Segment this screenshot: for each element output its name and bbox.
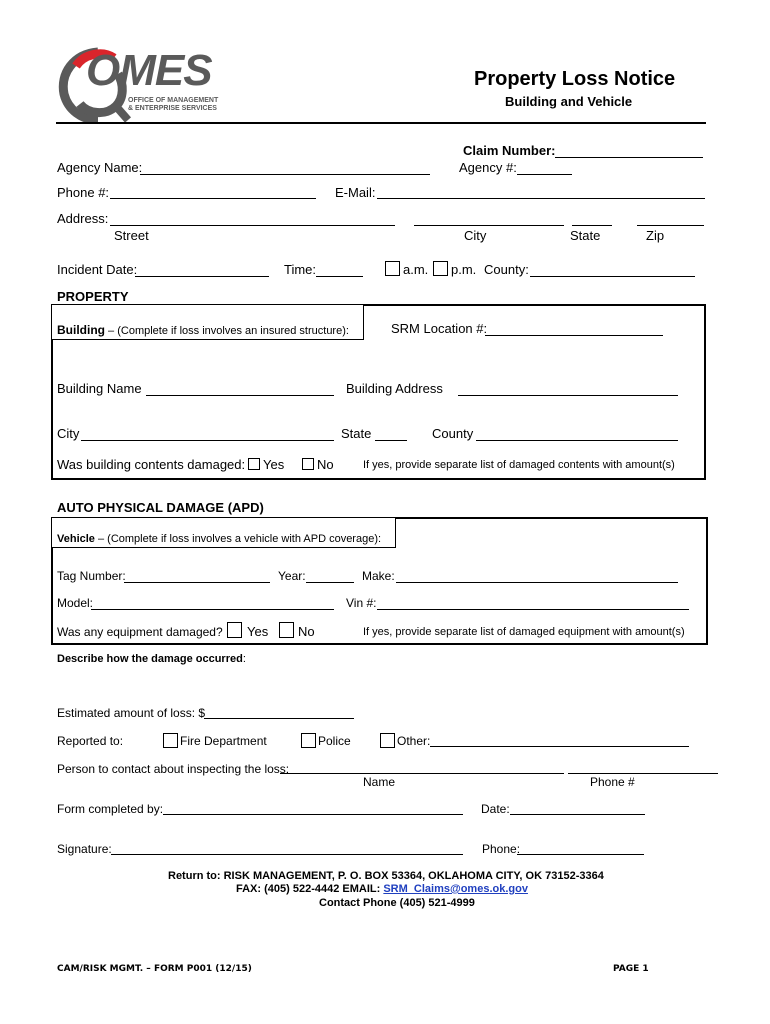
form-id: CAM/RISK MGMT. – FORM P001 (12/15) bbox=[57, 964, 252, 974]
vehicle-label bbox=[57, 529, 381, 547]
building-state-label: State bbox=[341, 426, 372, 441]
contact-name-caption: Name bbox=[363, 775, 396, 789]
contents-list-note: If yes, provide separate list of damaged contents with amount(s) bbox=[363, 459, 675, 471]
vin-input[interactable] bbox=[377, 609, 689, 610]
signature-label: Signature: bbox=[57, 842, 112, 856]
fax-text: FAX: (405) 522-4442 EMAIL: bbox=[236, 883, 384, 895]
street-caption: Street bbox=[114, 228, 149, 243]
equipment-no-checkbox[interactable] bbox=[279, 622, 294, 638]
building-county-input[interactable] bbox=[476, 440, 678, 441]
county-input[interactable] bbox=[530, 276, 695, 277]
date-input[interactable] bbox=[510, 814, 645, 815]
other-label: Other: bbox=[397, 734, 431, 748]
equipment-yes-label: Yes bbox=[247, 624, 269, 639]
fax-email-line bbox=[236, 883, 528, 895]
email-link[interactable]: SRM_Claims@omes.ok.gov bbox=[383, 883, 528, 895]
contents-damaged-question: Was building contents damaged: bbox=[57, 457, 246, 472]
estimated-loss-input[interactable] bbox=[204, 718, 354, 719]
county-label: County: bbox=[484, 262, 529, 277]
building-label-note: – (Complete if loss involves an insured structure): bbox=[105, 325, 349, 337]
email-input[interactable] bbox=[377, 198, 705, 199]
make-input[interactable] bbox=[396, 582, 678, 583]
phone-label: Phone #: bbox=[57, 185, 110, 200]
state-caption: State bbox=[570, 228, 601, 243]
reported-to-label: Reported to: bbox=[57, 734, 124, 748]
logo-text: OMES bbox=[86, 46, 212, 95]
year-label: Year: bbox=[278, 569, 306, 583]
vehicle-label-note: – (Complete if loss involves a vehicle with APD coverage): bbox=[94, 533, 382, 545]
address-label: Address: bbox=[57, 211, 109, 226]
building-state-input[interactable] bbox=[375, 440, 407, 441]
pm-label: p.m. bbox=[451, 262, 477, 277]
date-label: Date: bbox=[481, 802, 510, 816]
tag-input[interactable] bbox=[124, 582, 270, 583]
claim-number-label: Claim Number: bbox=[463, 143, 556, 158]
incident-date-label: Incident Date: bbox=[57, 262, 138, 277]
contact-phone: Contact Phone (405) 521-4999 bbox=[319, 897, 475, 909]
apd-heading: AUTO PHYSICAL DAMAGE (APD) bbox=[57, 500, 264, 515]
fire-department-checkbox[interactable] bbox=[163, 733, 178, 748]
logo-subline-1: OFFICE OF MANAGEMENT bbox=[128, 97, 219, 104]
other-checkbox[interactable] bbox=[380, 733, 395, 748]
model-label: Model: bbox=[57, 596, 94, 610]
vin-label: Vin #: bbox=[346, 596, 377, 610]
signature-input[interactable] bbox=[111, 854, 463, 855]
describe-label bbox=[57, 653, 246, 665]
agency-name-input[interactable] bbox=[140, 174, 430, 175]
contents-no-checkbox[interactable] bbox=[302, 458, 314, 470]
state-input[interactable] bbox=[572, 225, 612, 226]
incident-date-input[interactable] bbox=[135, 276, 269, 277]
building-county-label: County bbox=[432, 426, 474, 441]
contents-no-label: No bbox=[317, 457, 334, 472]
vehicle-label-bold: Vehicle bbox=[57, 533, 95, 545]
city-input[interactable] bbox=[414, 225, 564, 226]
agency-num-label: Agency #: bbox=[459, 160, 517, 175]
logo-subline-2: & ENTERPRISE SERVICES bbox=[128, 105, 217, 112]
estimated-loss-label: Estimated amount of loss: $ bbox=[57, 706, 206, 720]
contact-phone-input[interactable] bbox=[568, 773, 718, 774]
fire-department-label: Fire Department bbox=[180, 734, 267, 748]
model-input[interactable] bbox=[91, 609, 334, 610]
phone-input[interactable] bbox=[110, 198, 316, 199]
building-city-label: City bbox=[57, 426, 80, 441]
email-label: E-Mail: bbox=[335, 185, 376, 200]
srm-label: SRM Location #: bbox=[391, 321, 488, 336]
agency-name-label: Agency Name: bbox=[57, 160, 143, 175]
agency-num-input[interactable] bbox=[517, 174, 572, 175]
zip-caption: Zip bbox=[646, 228, 665, 243]
city-caption: City bbox=[464, 228, 487, 243]
completed-by-label: Form completed by: bbox=[57, 802, 164, 816]
time-input[interactable] bbox=[316, 276, 363, 277]
describe-colon: : bbox=[242, 653, 246, 665]
property-heading: PROPERTY bbox=[57, 289, 129, 304]
signer-phone-input[interactable] bbox=[517, 854, 644, 855]
police-checkbox[interactable] bbox=[301, 733, 316, 748]
contents-yes-checkbox[interactable] bbox=[248, 458, 260, 470]
signer-phone-label: Phone: bbox=[482, 842, 521, 856]
building-name-input[interactable] bbox=[146, 395, 334, 396]
return-to: Return to: RISK MANAGEMENT, P. O. BOX 53364, OKLAHOMA CITY, OK 73152-3364 bbox=[168, 870, 604, 882]
contact-name-input[interactable] bbox=[280, 773, 564, 774]
page-title: Property Loss Notice bbox=[474, 68, 676, 90]
equipment-yes-checkbox[interactable] bbox=[227, 622, 242, 638]
equipment-no-label: No bbox=[298, 624, 315, 639]
contact-phone-caption: Phone # bbox=[590, 775, 635, 789]
police-label: Police bbox=[318, 734, 351, 748]
building-address-input[interactable] bbox=[458, 395, 678, 396]
page-number: PAGE 1 bbox=[613, 964, 649, 974]
make-label: Make: bbox=[362, 569, 395, 583]
header-rule bbox=[56, 122, 706, 124]
am-label: a.m. bbox=[403, 262, 429, 277]
pm-checkbox[interactable] bbox=[433, 261, 448, 276]
building-label bbox=[57, 321, 349, 339]
zip-input[interactable] bbox=[637, 225, 704, 226]
srm-input[interactable] bbox=[485, 335, 663, 336]
completed-by-input[interactable] bbox=[163, 814, 463, 815]
tag-label: Tag Number: bbox=[57, 569, 126, 583]
equipment-list-note: If yes, provide separate list of damaged equipment with amount(s) bbox=[363, 626, 685, 638]
street-input[interactable] bbox=[110, 225, 395, 226]
time-label: Time: bbox=[284, 262, 317, 277]
am-checkbox[interactable] bbox=[385, 261, 400, 276]
building-label-bold: Building bbox=[57, 323, 105, 337]
building-address-label: Building Address bbox=[346, 381, 443, 396]
building-city-input[interactable] bbox=[81, 440, 334, 441]
describe-text: Describe how the damage occurred bbox=[57, 653, 243, 665]
page-subtitle: Building and Vehicle bbox=[505, 94, 633, 109]
year-input[interactable] bbox=[306, 582, 354, 583]
other-input[interactable] bbox=[430, 746, 689, 747]
building-name-label: Building Name bbox=[57, 381, 142, 396]
claim-number-input[interactable] bbox=[555, 157, 703, 158]
contact-person-label: Person to contact about inspecting the loss: bbox=[57, 762, 290, 776]
contents-yes-label: Yes bbox=[263, 457, 285, 472]
equipment-damaged-question: Was any equipment damaged? bbox=[57, 625, 223, 639]
